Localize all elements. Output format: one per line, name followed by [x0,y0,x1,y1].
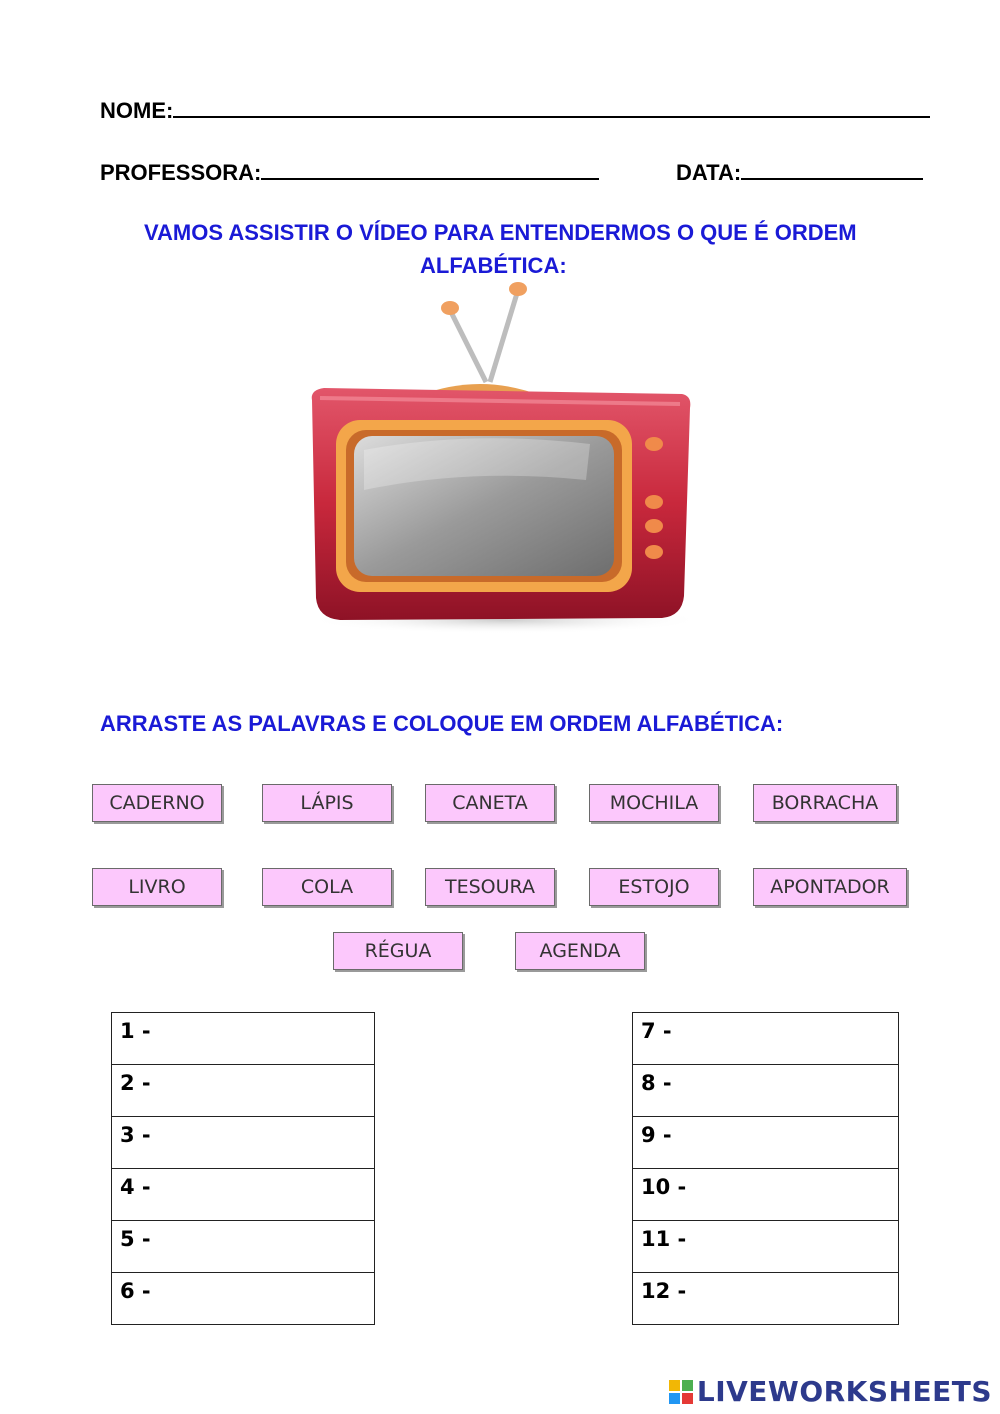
answer-slot-6[interactable] [112,1273,375,1325]
data-label: DATA: [676,160,742,185]
word-agenda[interactable]: AGENDA [515,932,645,970]
tv-icon [290,280,720,640]
word-caneta[interactable]: CANETA [425,784,555,822]
slot-number: 4 - [120,1175,151,1199]
answer-slot-1[interactable] [112,1013,375,1065]
slot-number: 7 - [641,1019,672,1043]
nome-blank[interactable] [173,98,930,118]
word-borracha[interactable]: BORRACHA [753,784,897,822]
slot-number: 6 - [120,1279,151,1303]
slot-number: 3 - [120,1123,151,1147]
slot-number: 11 - [641,1227,687,1251]
table-row [633,1169,899,1221]
word-livro[interactable]: LIVRO [92,868,222,906]
table-row [112,1117,375,1169]
answer-slot-4[interactable] [112,1169,375,1221]
word-apontador[interactable]: APONTADOR [753,868,907,906]
word-tesoura[interactable]: TESOURA [425,868,555,906]
nome-label: NOME: [100,98,174,123]
slot-number: 10 - [641,1175,687,1199]
word-mochila[interactable]: MOCHILA [589,784,719,822]
slot-number: 5 - [120,1227,151,1251]
slot-number: 1 - [120,1019,151,1043]
slot-number: 8 - [641,1071,672,1095]
slot-number: 9 - [641,1123,672,1147]
table-row [633,1221,899,1273]
table-row [112,1065,375,1117]
data-blank[interactable] [741,160,923,180]
table-row [633,1273,899,1325]
instruction-text: ARRASTE AS PALAVRAS E COLOQUE EM ORDEM ALFABÉTICA: [100,711,784,736]
word-caderno[interactable]: CADERNO [92,784,222,822]
answer-slot-8[interactable] [633,1065,899,1117]
table-row [112,1221,375,1273]
liveworksheets-logo[interactable] [669,1375,992,1408]
answer-slot-11[interactable] [633,1221,899,1273]
professora-label: PROFESSORA: [100,160,262,185]
word-lapis[interactable]: LÁPIS [262,784,392,822]
slot-number: 2 - [120,1071,151,1095]
data-field[interactable] [676,160,923,186]
liveworksheets-logo-icon [669,1380,693,1404]
table-row [112,1273,375,1325]
table-row [633,1117,899,1169]
answer-slot-5[interactable] [112,1221,375,1273]
word-estojo[interactable]: ESTOJO [589,868,719,906]
professora-blank[interactable] [261,160,599,180]
intro-line-1: VAMOS ASSISTIR O VÍDEO PARA ENTENDERMOS O QUE É ORDEM [144,220,857,245]
answer-slot-2[interactable] [112,1065,375,1117]
answer-slot-3[interactable] [112,1117,375,1169]
nome-field[interactable] [100,98,930,124]
table-row [633,1065,899,1117]
answer-slot-12[interactable] [633,1273,899,1325]
answer-table-right [632,1012,899,1325]
intro-line-2: ALFABÉTICA: [420,253,567,278]
word-cola[interactable]: COLA [262,868,392,906]
table-row [112,1013,375,1065]
table-row [633,1013,899,1065]
word-regua[interactable]: RÉGUA [333,932,463,970]
answer-table-left [111,1012,375,1325]
answer-slot-10[interactable] [633,1169,899,1221]
professora-field[interactable] [100,160,599,186]
tv-illustration [290,280,720,645]
slot-number: 12 - [641,1279,687,1303]
answer-slot-9[interactable] [633,1117,899,1169]
table-row [112,1169,375,1221]
logo-text: LIVEWORKSHEETS [696,1375,992,1408]
answer-slot-7[interactable] [633,1013,899,1065]
